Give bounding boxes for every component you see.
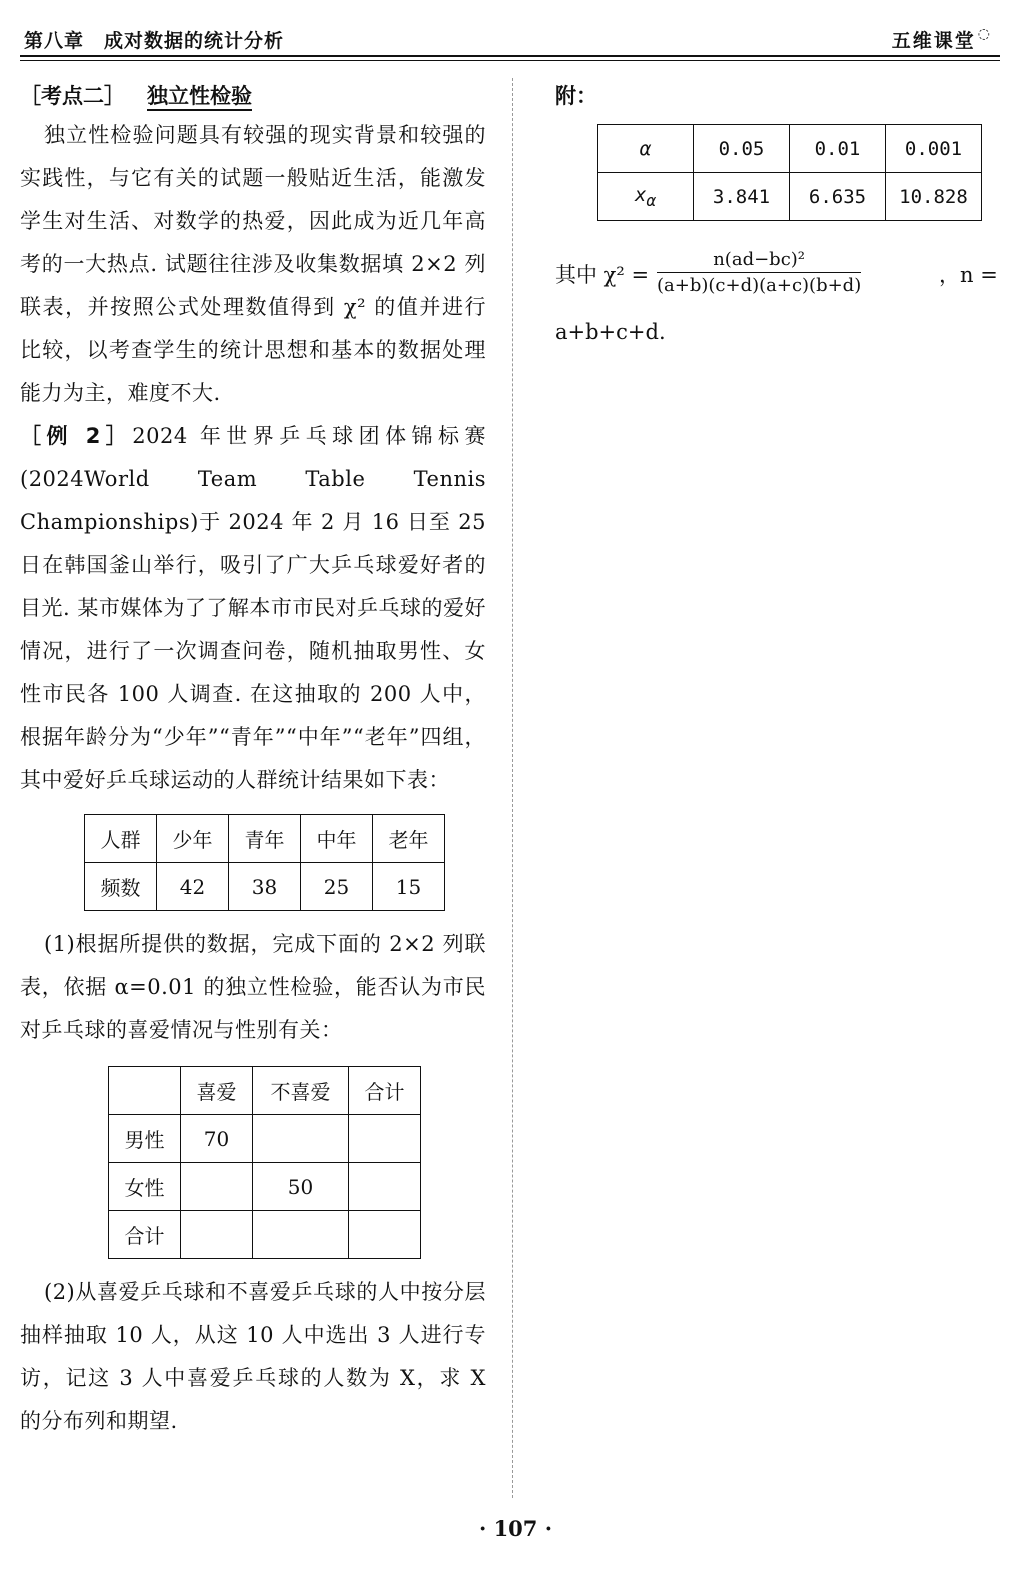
formula-denominator: (a+b)(c+d)(a+c)(b+d): [657, 275, 862, 296]
table-row: [109, 1211, 421, 1259]
table-header-cell: 人群: [85, 815, 157, 863]
section-intro: 独立性检验问题具有较强的现实背景和较强的实践性，与它有关的试题一般贴近生活，能激发学生对生活、对数学的热爱，因此成为近几年高考的一大热点. 试题往往涉及收集数据填 2×2 列联表，并按照公式处理数值得到 χ² 的值并进行比较，以考查学生的统计思想和基本的数据处理能力为主，难度不大.: [20, 123, 486, 405]
question-2: (2)从喜爱乒乓球和不喜爱乒乓球的人中按分层抽样抽取 10 人，从这 10 人中选出 3 人进行专访，记这 3 人中喜爱乒乓球的人数为 X，求 X 的分布列和期望.: [20, 1280, 486, 1433]
example-problem: [20, 415, 486, 802]
table-cell: 6.635: [790, 173, 886, 221]
table-row: [109, 1067, 421, 1115]
formula-fraction: [657, 249, 861, 296]
chi-square-formula: [555, 249, 1000, 305]
right-column: [555, 78, 1000, 354]
table-header-cell: [109, 1067, 181, 1115]
table-header-cell: 喜爱: [181, 1067, 253, 1115]
x-alpha-symbol: x: [635, 183, 647, 206]
question-1: (1)根据所提供的数据，完成下面的 2×2 列联表，依据 α=0.01 的独立性检验，能否认为市民对乒乓球的喜爱情况与性别有关：: [20, 932, 486, 1042]
table-row-label: 男性: [109, 1115, 181, 1163]
formula-suffix: ，n =: [939, 263, 998, 287]
table-cell: 50: [253, 1163, 349, 1211]
table-cell: [349, 1115, 421, 1163]
table-cell: [181, 1211, 253, 1259]
frequency-table: [84, 814, 445, 911]
formula-prefix: 其中 χ² =: [555, 263, 650, 287]
table-header-cell: 老年: [373, 815, 445, 863]
critical-value-table: [597, 124, 982, 221]
formula-numerator: n(ad−bc)²: [657, 249, 861, 273]
page-header: [20, 22, 1000, 54]
x-alpha-subscript: α: [646, 190, 656, 210]
header-rule-thin: [20, 60, 1000, 61]
left-column: [20, 78, 486, 1443]
table-row-label: 女性: [109, 1163, 181, 1211]
contingency-table: [108, 1066, 421, 1259]
example-text: 2024 年世界乒乓球团体锦标赛(2024World Team Table Tennis Championships)于 2024 年 2 月 16 日至 25 日在韩国釜山举行，吸引了广大乒乓球爱好者的目光. 某市媒体为了了解本市市民对乒乓球的爱好情况，进行了一次调查问卷，随机抽取男性、女性市民各 100 人调查. 在这抽取的 200 人中，根据年龄分为“少年”“青年”“中年”“老年”四组，其中爱好乒乓球运动的人群统计结果如下表：: [20, 424, 486, 792]
table-cell: 0.05: [694, 125, 790, 173]
table-header-cell: 少年: [157, 815, 229, 863]
table-header-cell: 合计: [349, 1067, 421, 1115]
table-row: [598, 173, 982, 221]
alpha-symbol: α: [639, 137, 652, 160]
page-number: · 107 ·: [478, 1516, 553, 1541]
table-row: [85, 815, 445, 863]
table-cell: 0.001: [886, 125, 982, 173]
table-cell: 38: [229, 863, 301, 911]
table-header-cell: 中年: [301, 815, 373, 863]
table-cell: 10.828: [886, 173, 982, 221]
section-title: 独立性检验: [147, 84, 252, 111]
table-cell: [253, 1211, 349, 1259]
table-row: [598, 125, 982, 173]
table-cell: 70: [181, 1115, 253, 1163]
appendix-label: 附：: [555, 84, 597, 108]
header-rule: [20, 55, 1000, 57]
table-row-label: 合计: [109, 1211, 181, 1259]
table-cell: 15: [373, 863, 445, 911]
table-header-cell: 青年: [229, 815, 301, 863]
table-cell: [349, 1163, 421, 1211]
table-cell: 25: [301, 863, 373, 911]
section-heading: [20, 78, 486, 114]
table-cell: [349, 1211, 421, 1259]
table-cell: [253, 1115, 349, 1163]
table-header-cell: 不喜爱: [253, 1067, 349, 1115]
example-tag: ［例 2］: [20, 424, 133, 448]
table-row: [85, 863, 445, 911]
table-row: [109, 1163, 421, 1211]
brand-logo: [892, 26, 992, 53]
table-row-label: 频数: [85, 863, 157, 911]
table-header-cell: [598, 173, 694, 221]
table-row: [109, 1115, 421, 1163]
table-cell: 3.841: [694, 173, 790, 221]
brand-text: 五维课堂: [891, 30, 976, 52]
table-cell: 0.01: [790, 125, 886, 173]
column-divider: [512, 78, 513, 1498]
chapter-title: 第八章 成对数据的统计分析: [24, 30, 285, 52]
formula-continuation: a+b+c+d.: [555, 320, 666, 344]
table-cell: 42: [157, 863, 229, 911]
section-tag: ［考点二］: [20, 84, 125, 108]
table-header-cell: [598, 125, 694, 173]
table-cell: [181, 1163, 253, 1211]
brand-mark-icon: ◌: [977, 26, 992, 42]
